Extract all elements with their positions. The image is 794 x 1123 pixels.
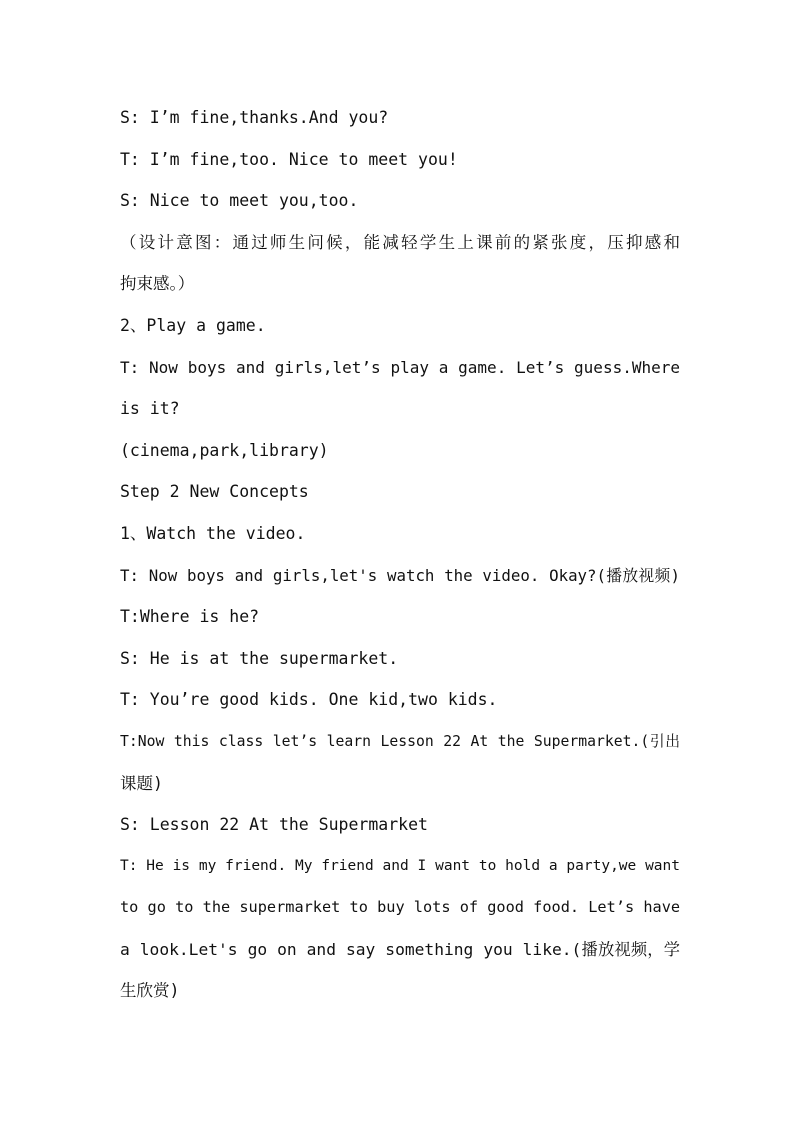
design-intent-note-continued: 拘束感。） xyxy=(120,274,195,294)
design-intent-note: （设计意图：通过师生问候，能减轻学生上课前的紧张度，压抑感和 xyxy=(120,232,680,252)
dialogue-line-continued: 课题) xyxy=(120,773,163,793)
activity-heading: 1、Watch the video. xyxy=(120,523,306,543)
step-heading: Step 2 New Concepts xyxy=(120,482,309,502)
dialogue-line: T: You’re good kids. One kid,two kids. xyxy=(120,690,498,710)
dialogue-line-continued: 生欣赏) xyxy=(120,981,180,1001)
dialogue-line-continued: a look.Let's go on and say something you like.(播放视频，学 xyxy=(120,939,680,959)
dialogue-line: T:Now this class let’s learn Lesson 22 At the Supermarket.(引出 xyxy=(120,732,680,750)
dialogue-line: T:Where is he? xyxy=(120,607,260,627)
dialogue-line: T: Now boys and girls,let's watch the video. Okay?(播放视频) xyxy=(120,565,680,585)
dialogue-line: S: I’m fine,thanks.And you? xyxy=(120,108,389,127)
activity-heading: 2、Play a game. xyxy=(120,315,266,335)
dialogue-line: T: I’m fine,too. Nice to meet you! xyxy=(120,149,458,169)
guess-options: (cinema,park,library) xyxy=(120,440,329,460)
dialogue-line-continued: is it? xyxy=(120,399,180,419)
dialogue-line: S: Lesson 22 At the Supermarket xyxy=(120,815,428,835)
dialogue-line: S: He is at the supermarket. xyxy=(120,648,399,668)
dialogue-line: S: Nice to meet you,too. xyxy=(120,191,359,211)
dialogue-line: T: Now boys and girls,let’s play a game. Let’s guess.Where xyxy=(120,357,680,377)
dialogue-line: T: He is my friend. My friend and I want to hold a party,we want xyxy=(120,857,680,874)
dialogue-line-continued: to go to the supermarket to buy lots of good food. Let’s have xyxy=(120,898,681,917)
lesson-plan-body xyxy=(120,97,680,1012)
